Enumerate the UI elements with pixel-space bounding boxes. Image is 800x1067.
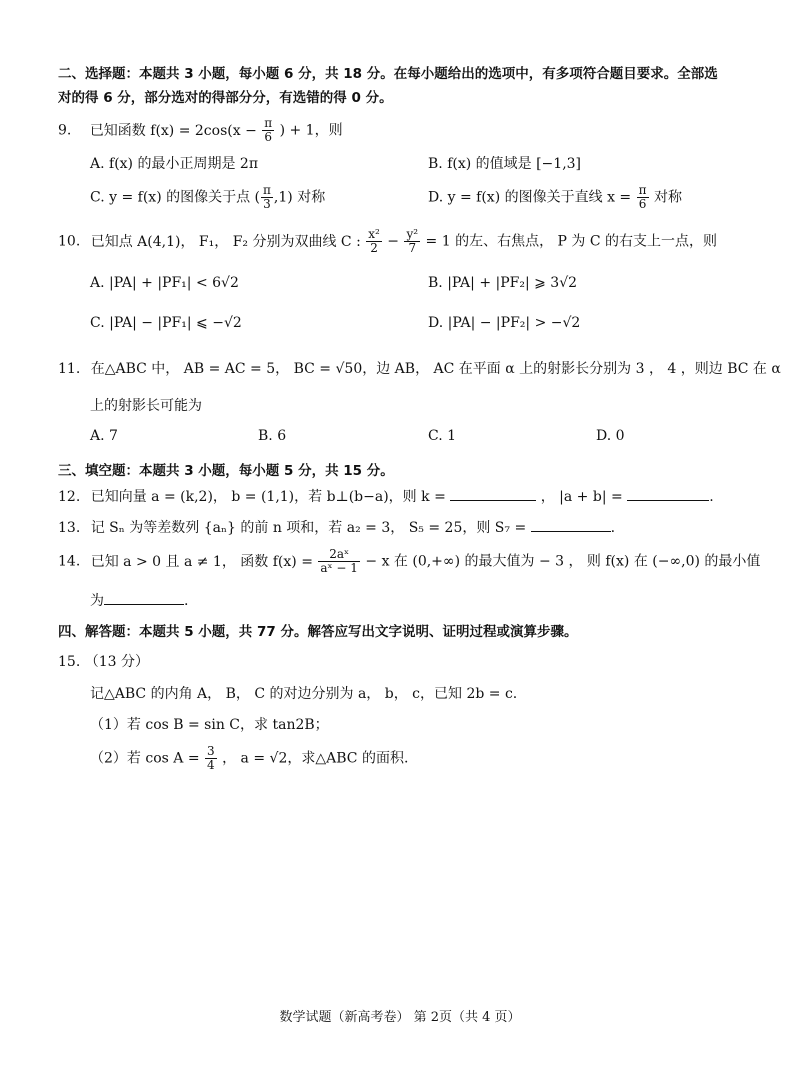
q9-d-text-b: 对称 (653, 189, 682, 206)
q11-option-b: B. 6 (258, 428, 287, 444)
q9-frac-num: π (264, 116, 273, 130)
q9-stem-a: 已知函数 f(x) = 2cos(x − (89, 122, 257, 139)
q15-header (58, 651, 149, 671)
q9-option-a: A. f(x) 的最小正周期是 2π (90, 156, 259, 172)
q9-option-b: B. f(x) 的值域是 [−1,3] (428, 156, 582, 172)
q10-y-den: 7 (408, 241, 417, 256)
q12-text-a: 已知向量 a = (k,2)， b = (1,1)，若 b⊥(b−a)，则 k = (90, 489, 446, 505)
q10-minus: − (387, 233, 400, 250)
q9-d-text-a: D. y = f(x) 的图像关于直线 x = (428, 189, 632, 206)
q9-option-c (90, 184, 325, 211)
q15-part2 (90, 745, 408, 772)
q14-line2 (90, 590, 188, 610)
q10-option-d: D. |PA| − |PF₂| > −√2 (428, 315, 581, 331)
q14-text-b: − x 在 (0,+∞) 的最大值为 − 3 ， 则 f(x) 在 (−∞,0) 的最小值 (365, 553, 761, 570)
q9-c-frac-den: 3 (263, 197, 271, 212)
q15-frac-num: 3 (207, 744, 215, 758)
q13 (58, 517, 615, 537)
q10-x-frac (366, 228, 382, 255)
q14-line1 (58, 548, 760, 575)
q14-text-a: 已知 a > 0 且 a ≠ 1， 函数 f(x) = (90, 553, 313, 570)
q9-number: 9. (58, 122, 72, 139)
q14-line2-b: . (184, 593, 189, 609)
q11-line2: 上的射影长可能为 (90, 398, 202, 414)
section-2-heading-line1: 二、选择题：本题共 3 小题，每小题 6 分，共 18 分。在每小题给出的选项中，有多项符合题目要求。全部选 (58, 66, 718, 82)
q12-text-c: . (709, 489, 714, 505)
q14-frac-num: 2aˣ (318, 548, 360, 562)
q9-c-text-a: C. y = f(x) 的图像关于点 ( (90, 189, 261, 206)
q10-stem-a: 已知点 A(4,1)， F₁， F₂ 分别为双曲线 C : (90, 233, 361, 250)
q9-option-d (428, 184, 682, 211)
q14-number: 14. (58, 553, 81, 570)
q11-number: 11. (58, 361, 81, 377)
q9-stem-b: ) + 1，则 (279, 122, 343, 139)
q11-line1 (58, 358, 781, 378)
q15-score: （13 分） (84, 654, 149, 670)
q12 (58, 486, 714, 506)
q12-blank-k[interactable] (450, 486, 536, 501)
q10-option-a: A. |PA| + |PF₁| < 6√2 (90, 275, 239, 291)
q14-frac (318, 548, 360, 575)
q9-d-frac-den: 6 (638, 197, 647, 212)
q11-option-c: C. 1 (428, 428, 457, 444)
q10-option-c: C. |PA| − |PF₁| ⩽ −√2 (90, 315, 242, 331)
q10-stem (58, 228, 717, 255)
q12-blank-norm[interactable] (627, 486, 709, 501)
q10-option-b: B. |PA| + |PF₂| ⩾ 3√2 (428, 275, 578, 291)
q14-blank-min[interactable] (104, 590, 184, 605)
q10-x-den: 2 (370, 241, 378, 256)
q11-option-d: D. 0 (596, 428, 625, 444)
page-footer: 数学试题（新高考卷） 第 2页（共 4 页） (279, 1010, 521, 1025)
q13-text-b: . (610, 520, 616, 536)
q9-frac-den: 6 (264, 130, 273, 145)
q9-c-frac (261, 184, 273, 211)
q14-frac-den: aˣ − 1 (320, 561, 358, 576)
q9-c-frac-num: π (263, 183, 271, 197)
q11-option-a: A. 7 (90, 428, 118, 444)
q10-y-num: y² (406, 227, 419, 241)
q15-frac (205, 745, 217, 772)
q10-stem-b: = 1 的左、右焦点， P 为 C 的右支上一点，则 (425, 233, 718, 250)
q10-x-num: x² (368, 227, 380, 241)
q13-text-a: 记 Sₙ 为等差数列 {aₙ} 的前 n 项和，若 a₂ = 3， S₅ = 25，则 S₇ = (90, 520, 527, 536)
q15-part1: （1）若 cos B = sin C，求 tan2B； (90, 717, 329, 733)
q14-line2-a: 为 (90, 593, 104, 609)
q15-part2-b: ， a = √2，求△ABC 的面积. (222, 750, 409, 767)
q13-number: 13. (58, 520, 81, 536)
q9-stem (58, 117, 343, 144)
q13-blank-s7[interactable] (531, 517, 611, 532)
q15-frac-den: 4 (207, 758, 215, 773)
q10-y-frac (404, 228, 420, 255)
q9-c-text-b: ,1) 对称 (273, 189, 326, 206)
q9-d-frac-num: π (638, 183, 647, 197)
q9-pi-over-6 (262, 117, 274, 144)
section-2-heading-line2: 对的得 6 分，部分选对的得部分分，有选错的得 0 分。 (58, 90, 393, 106)
q15-number: 15. (58, 654, 81, 670)
q11-line1-text: 在△ABC 中， AB = AC = 5， BC = √50，边 AB， AC 在平面 α 上的射影长分别为 3 ， 4 ，则边 BC 在 α (90, 361, 781, 377)
section-4-heading: 四、解答题：本题共 5 小题，共 77 分。解答应写出文字说明、证明过程或演算步骤。 (58, 624, 578, 640)
q12-text-b: ， |a + b| = (540, 489, 623, 505)
q15-intro: 记△ABC 的内角 A， B， C 的对边分别为 a， b， c，已知 2b = c. (90, 686, 518, 702)
q12-number: 12. (58, 489, 81, 505)
q9-d-frac (637, 184, 649, 211)
q15-part2-a: （2）若 cos A = (90, 750, 200, 767)
q10-number: 10. (58, 233, 81, 250)
section-3-heading: 三、填空题：本题共 3 小题，每小题 5 分，共 15 分。 (58, 463, 394, 479)
